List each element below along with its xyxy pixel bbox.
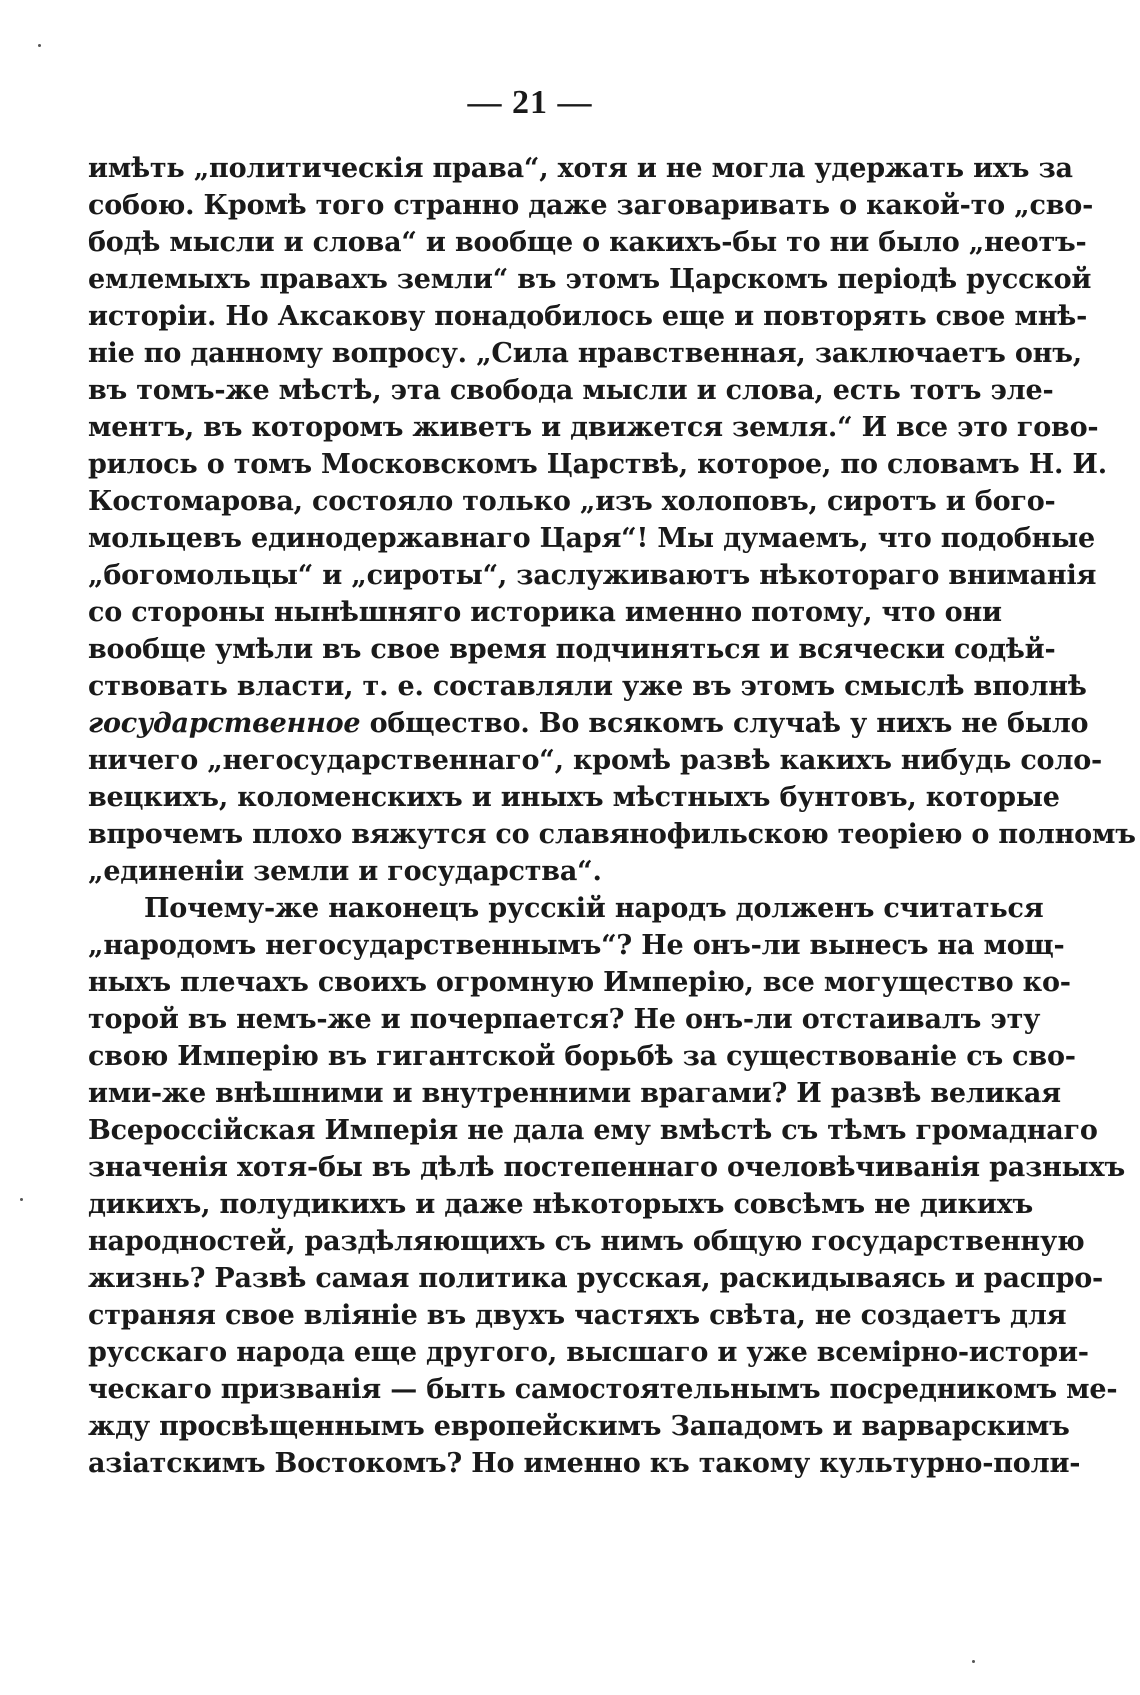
text-line: торой въ немъ-же и почерпается? Не онъ-ли отстаивалъ эту: [88, 1004, 1041, 1035]
text-line: народностей, раздѣляющихъ съ нимъ общую государственную: [88, 1226, 1085, 1257]
emphasized-word: государственное: [88, 708, 361, 739]
text-line: имѣть „политическія права“, хотя и не могла удержать ихъ за: [88, 153, 1073, 184]
text-line: русскаго народа еще другого, высшаго и уже всемірно-истори-: [88, 1337, 1089, 1368]
text-fragment: общество. Во всякомъ случаѣ у нихъ не было: [360, 708, 1089, 739]
text-line: ничего „негосударственнаго“, кромѣ развѣ какихъ нибудь соло-: [88, 745, 1103, 776]
text-line: ствовать власти, т. е. составляли уже въ этомъ смыслѣ вполнѣ: [88, 671, 1087, 702]
text-line: ческаго призванія — быть самостоятельнымъ посредникомъ ме-: [88, 1374, 1118, 1405]
text-line: вообще умѣли въ свое время подчиняться и всячески содѣй-: [88, 634, 1056, 665]
text-line: страняя свое вліяніе въ двухъ частяхъ свѣта, не создаетъ для: [88, 1300, 1067, 1331]
text-line: впрочемъ плохо вяжутся со славянофильскою теоріею о полномъ: [88, 819, 1136, 850]
text-line: со стороны нынѣшняго историка именно потому, что они: [88, 597, 1002, 628]
text-line-with-emphasis: [88, 705, 1089, 742]
text-line: исторіи. Но Аксакову понадобилось еще и повторять свое мнѣ-: [88, 301, 1088, 332]
text-line: ментъ, въ которомъ живетъ и движется земля.“ И все это гово-: [88, 412, 1099, 443]
text-line: вецкихъ, коломенскихъ и иныхъ мѣстныхъ бунтовъ, которые: [88, 782, 1060, 813]
text-line: ими-же внѣшними и внутренними врагами? И развѣ великая: [88, 1078, 1061, 1109]
text-line: „богомольцы“ и „сироты“, заслуживаютъ нѣкотораго вниманія: [88, 560, 1097, 591]
text-line: азіатскимъ Востокомъ? Но именно къ такому культурно-поли-: [88, 1448, 1081, 1479]
text-line: Всероссійская Имперія не дала ему вмѣстѣ съ тѣмъ громаднаго: [88, 1115, 1098, 1146]
text-line: емлемыхъ правахъ земли“ въ этомъ Царскомъ періодѣ русской: [88, 264, 1092, 295]
text-line: Костомарова, состояло только „изъ холоповъ, сиротъ и бого-: [88, 486, 1056, 517]
text-line: ныхъ плечахъ своихъ огромную Имперію, все могущество ко-: [88, 967, 1071, 998]
body-text: [88, 150, 1136, 1482]
text-line: рилось о томъ Московскомъ Царствѣ, которое, по словамъ Н. И.: [88, 449, 1107, 480]
paragraph-2: [88, 890, 1125, 1482]
text-line: Почему-же наконецъ русскій народъ долженъ считаться: [144, 893, 1044, 924]
text-line: мольцевъ единодержавнаго Царя“! Мы думаемъ, что подобные: [88, 523, 1095, 554]
page-number: — 21 —: [467, 84, 593, 121]
text-line: въ томъ-же мѣстѣ, эта свобода мысли и слова, есть тотъ эле-: [88, 375, 1054, 406]
text-line: свою Имперію въ гигантской борьбѣ за существованіе съ сво-: [88, 1041, 1076, 1072]
text-line: ніе по данному вопросу. „Сила нравственная, заключаетъ онъ,: [88, 338, 1082, 369]
text-line: дикихъ, полудикихъ и даже нѣкоторыхъ совсѣмъ не дикихъ: [88, 1189, 1033, 1220]
text-line: „единеніи земли и государства“.: [88, 856, 602, 887]
scan-speck: [20, 1198, 23, 1201]
text-line: жду просвѣщеннымъ европейскимъ Западомъ и варварскимъ: [88, 1411, 1070, 1442]
text-line: значенія хотя-бы въ дѣлѣ постепеннаго очеловѣчиванія разныхъ: [88, 1152, 1125, 1183]
scan-speck: [972, 1660, 975, 1663]
scan-speck: [38, 44, 41, 47]
text-line: жизнь? Развѣ самая политика русская, раскидываясь и распро-: [88, 1263, 1104, 1294]
paragraph-1: [88, 150, 1136, 890]
text-line: собою. Кромѣ того странно даже заговаривать о какой-то „сво-: [88, 190, 1094, 221]
text-line: „народомъ негосударственнымъ“? Не онъ-ли вынесъ на мощ-: [88, 930, 1065, 961]
text-line: бодѣ мысли и слова“ и вообще о какихъ-бы то ни было „неотъ-: [88, 227, 1087, 258]
